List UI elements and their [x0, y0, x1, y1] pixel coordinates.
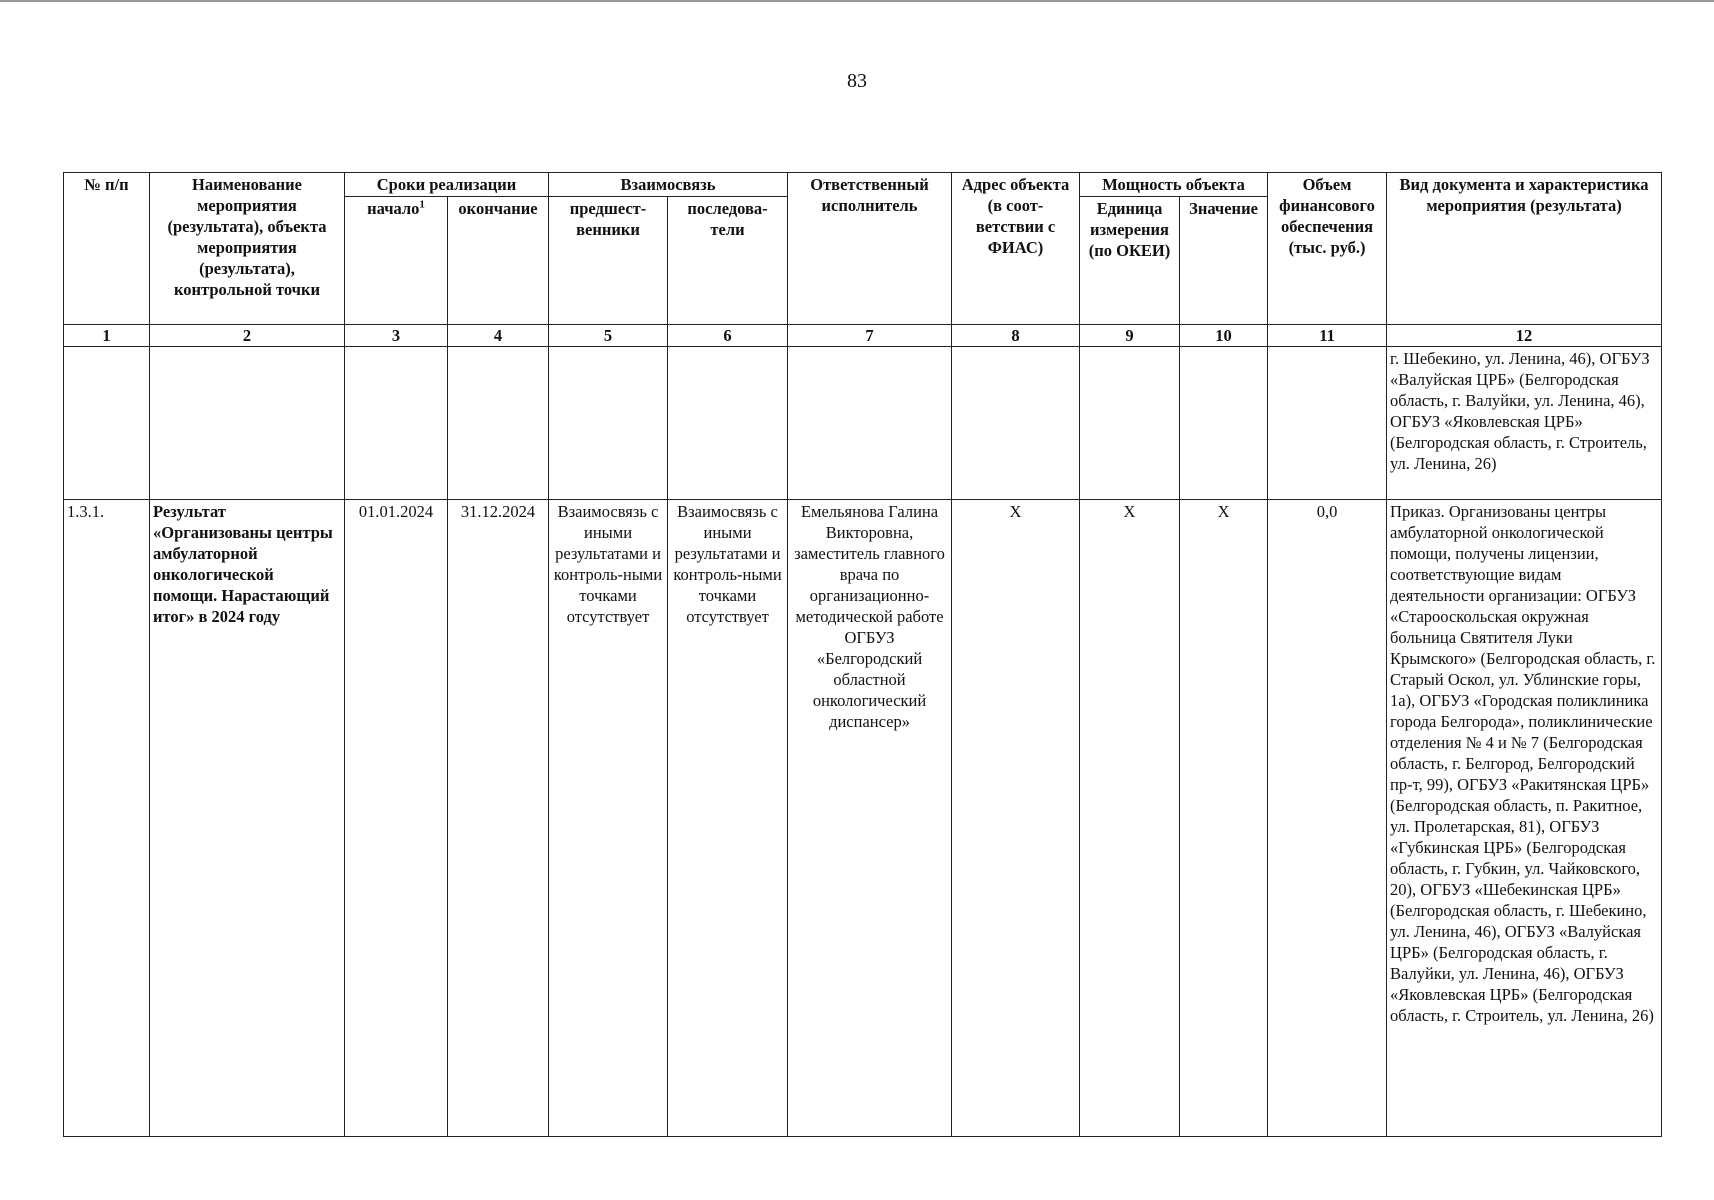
empty-cell	[1180, 347, 1268, 500]
header-start-footnote: 1	[419, 198, 425, 211]
empty-cell	[150, 347, 345, 500]
header-successors: последова-тели	[668, 197, 788, 325]
column-number: 2	[150, 325, 345, 347]
empty-cell	[549, 347, 668, 500]
row-start-cell: 01.01.2024	[345, 500, 448, 1137]
header-num: № п/п	[64, 173, 150, 325]
header-start-label: начало	[367, 199, 420, 218]
empty-cell	[448, 347, 549, 500]
column-number: 10	[1180, 325, 1268, 347]
plan-table	[63, 172, 1662, 1137]
row-num-cell: 1.3.1.	[64, 500, 150, 1137]
header-doc: Вид документа и характеристика мероприятия (результата)	[1387, 173, 1662, 325]
row-end-cell: 31.12.2024	[448, 500, 549, 1137]
column-number: 5	[549, 325, 668, 347]
column-number: 8	[952, 325, 1080, 347]
header-predecessors: предшест-венники	[549, 197, 668, 325]
row-doc-cell: Приказ. Организованы центры амбулаторной онкологической помощи, получены лицензии, соответствующие видам деятельности организации: ОГБУЗ «Старооскольская окружная больница Святителя Луки Крымского» (Белгородская область, г. Старый Оскол, ул. Ублинские горы, 1а), ОГБУЗ «Городская поликлиника города Белгорода», поликлинические отделения № 4 и № 7 (Белгородская область, г. Белгород, Белгородский пр-т, 99), ОГБУЗ «Ракитянская ЦРБ» (Белгородская область, п. Ракитное, ул. Пролетарская, 81), ОГБУЗ «Губкинская ЦРБ» (Белгородская область, г. Губкин, ул. Чайковского, 20), ОГБУЗ «Шебекинская ЦРБ» (Белгородская область, г. Шебекино, ул. Ленина, 46), ОГБУЗ «Валуйская ЦРБ» (Белгородская область, г. Валуйки, ул. Ленина, 46), ОГБУЗ «Яковлевская ЦРБ» (Белгородская область, г. Строитель, ул. Ленина, 26)	[1387, 500, 1662, 1137]
header-capacity: Мощность объекта	[1080, 173, 1268, 197]
top-rule	[0, 0, 1714, 2]
column-number: 4	[448, 325, 549, 347]
header-relation: Взаимосвязь	[549, 173, 788, 197]
table-row-continuation	[64, 347, 1662, 500]
header-terms: Сроки реализации	[345, 173, 549, 197]
empty-cell	[64, 347, 150, 500]
header-address: Адрес объекта (в соот-ветствии с ФИАС)	[952, 173, 1080, 325]
row-successors-cell: Взаимосвязь с иными результатами и контроль-ными точками отсутствует	[668, 500, 788, 1137]
row-value-cell: X	[1180, 500, 1268, 1137]
header-responsible: Ответственный исполнитель	[788, 173, 952, 325]
row-responsible-cell: Емельянова Галина Викторовна, заместитель главного врача по организационно-методической работе ОГБУЗ «Белгородский областной онкологический диспансер»	[788, 500, 952, 1137]
column-number: 1	[64, 325, 150, 347]
empty-cell	[788, 347, 952, 500]
row-address-cell: X	[952, 500, 1080, 1137]
column-number: 12	[1387, 325, 1662, 347]
header-unit: Единица измерения (по ОКЕИ)	[1080, 197, 1180, 325]
header-funding: Объем финансового обеспечения (тыс. руб.)	[1268, 173, 1387, 325]
empty-cell	[668, 347, 788, 500]
table-row-1-3-1	[64, 500, 1662, 1137]
continuation-doc-cell: г. Шебекино, ул. Ленина, 46), ОГБУЗ «Валуйская ЦРБ» (Белгородская область, г. Валуйки, ул. Ленина, 46), ОГБУЗ «Яковлевская ЦРБ» (Белгородская область, г. Строитель, ул. Ленина, 26)	[1387, 347, 1662, 500]
empty-cell	[1080, 347, 1180, 500]
page-number: 83	[847, 70, 867, 92]
header-value: Значение	[1180, 197, 1268, 325]
empty-cell	[952, 347, 1080, 500]
row-predecessors-cell: Взаимосвязь с иными результатами и контроль-ными точками отсутствует	[549, 500, 668, 1137]
column-number: 11	[1268, 325, 1387, 347]
column-number: 7	[788, 325, 952, 347]
column-number: 3	[345, 325, 448, 347]
header-end: окончание	[448, 197, 549, 325]
row-funding-cell: 0,0	[1268, 500, 1387, 1137]
empty-cell	[1268, 347, 1387, 500]
column-number: 9	[1080, 325, 1180, 347]
row-unit-cell: X	[1080, 500, 1180, 1137]
column-number: 6	[668, 325, 788, 347]
row-name-cell: Результат «Организованы центры амбулаторной онкологической помощи. Нарастающий итог» в 2024 году	[150, 500, 345, 1137]
empty-cell	[345, 347, 448, 500]
header-start	[345, 197, 448, 325]
header-name: Наименование мероприятия (результата), объекта мероприятия (результата), контрольной точки	[150, 173, 345, 325]
